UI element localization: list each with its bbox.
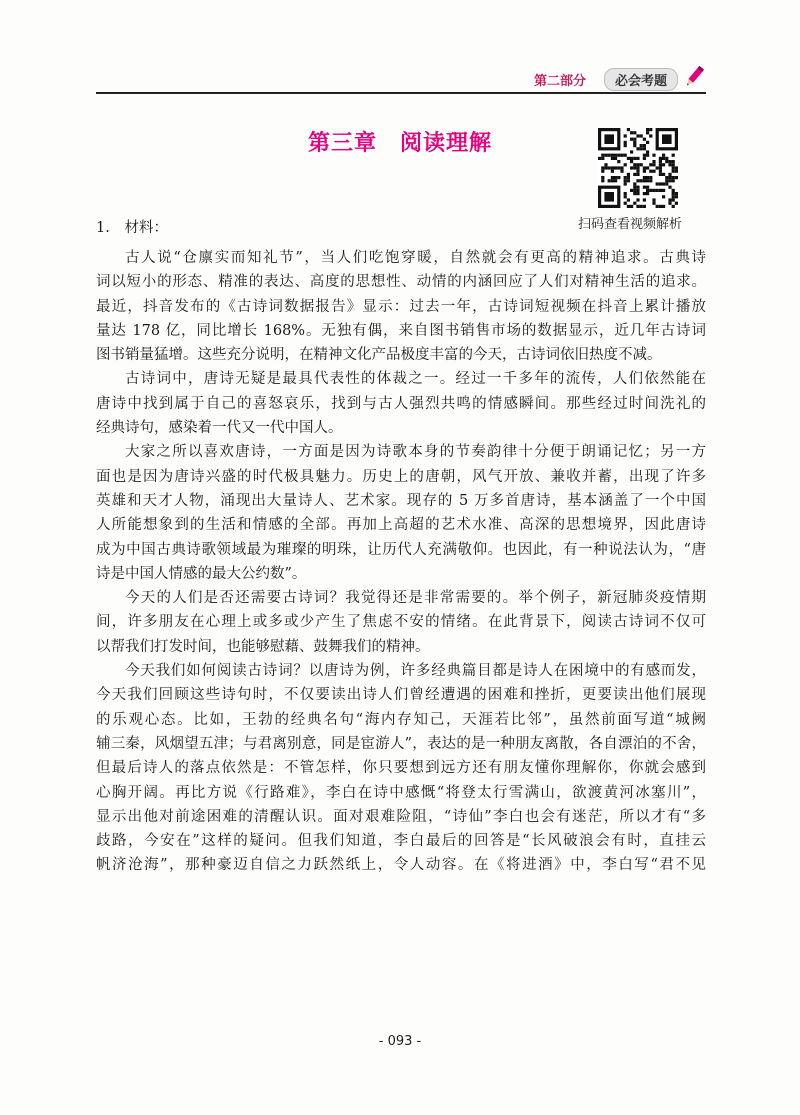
text-line: 的乐观心态。比如，王勃的经典名句“海内存知己，天涯若比邻”，虽然前面写道“城阙 xyxy=(96,711,706,728)
text-line: 成为中国古典诗歌领域最为璀璨的明珠，让历代人充满敬仰。也因此，有一种说法认为，“唐 xyxy=(96,541,706,558)
text-line: 古人说“仓廪实而知礼节”，当人们吃饱穿暖，自然就会有更高的精神追求。古典诗 xyxy=(125,250,706,266)
pencil-icon xyxy=(682,64,706,90)
article-body xyxy=(96,246,706,878)
text-line: 歧路，今安在”这样的疑问。但我们知道，李白最后的回答是“长风破浪会有时，直挂云 xyxy=(96,833,706,850)
text-line: 今天我们回顾这些诗句时，不仅要读出诗人们曾经遭遇的困难和挫折，更要读出他们展现 xyxy=(96,687,706,704)
text-line: 经典诗句，感染着一代又一代中国人。 xyxy=(96,420,343,437)
qr-caption: 扫码查看视频解析 xyxy=(578,217,683,232)
question-label: 材料： xyxy=(124,220,168,236)
text-line: 大家之所以喜欢唐诗，一方面是因为诗歌本身的节奏韵律十分便于朗诵记忆；另一方 xyxy=(125,444,706,461)
paragraph xyxy=(96,586,706,659)
text-line: 诗是中国人情感的最大公约数”。 xyxy=(96,565,307,582)
paragraph xyxy=(96,367,706,440)
qr-code xyxy=(598,128,678,208)
paragraph xyxy=(96,246,706,367)
text-line: 人所能想象到的生活和情感的全部。再加上高超的艺术水准、高深的思想境界，因此唐诗 xyxy=(96,517,706,534)
text-line: 古诗词中，唐诗无疑是最具代表性的体裁之一。经过一千多年的流传，人们依然能在 xyxy=(125,371,706,388)
text-line: 今天的人们是否还需要古诗词？我觉得还是非常需要的。举个例子，新冠肺炎疫情期 xyxy=(125,590,706,607)
paragraph xyxy=(96,659,706,878)
text-line: 心胸开阔。再比方说《行路难》，李白在诗中感慨“将登太行雪满山，欲渡黄河冰塞川”， xyxy=(96,784,706,801)
text-line: 间，许多朋友在心理上或多或少产生了焦虑不安的情绪。在此背景下，阅读古诗词不仅可 xyxy=(96,614,706,631)
header-rule xyxy=(96,92,706,94)
header-part-label: 第二部分 xyxy=(533,74,586,89)
page-header xyxy=(96,64,706,94)
text-line: 面也是因为唐诗兴盛的时代极具魅力。历史上的唐朝，风气开放、兼收并蓄，出现了许多 xyxy=(96,468,706,485)
text-line: 词以短小的形态、精准的表达、高度的思想性、动情的内涵回应了人们对精神生活的追求。 xyxy=(96,274,706,291)
text-line: 今天我们如何阅读古诗词？以唐诗为例，许多经典篇目都是诗人在困境中的有感而发， xyxy=(125,663,706,680)
text-line: 显示出他对前途困难的清醒认识。面对艰难险阻，“诗仙”李白也会有迷茫，所以才有“多 xyxy=(96,808,706,825)
text-line: 但最后诗人的落点依然是：不管怎样，你只要想到远方还有朋友懂你理解你，你就会感到 xyxy=(96,760,706,777)
text-line: 辅三秦，风烟望五津；与君离别意，同是宦游人”，表达的是一种朋友离散，各自漂泊的不舍， xyxy=(96,735,706,752)
text-line: 唐诗中找到属于自己的喜怒哀乐，找到与古人强烈共鸣的情感瞬间。那些经过时间洗礼的 xyxy=(96,395,706,412)
header-section-tag: 必会考题 xyxy=(604,68,678,91)
chapter-title: 第三章 阅读理解 xyxy=(307,131,492,156)
text-line: 以帮我们打发时间，也能够慰藉、鼓舞我们的精神。 xyxy=(96,638,430,655)
text-line: 量达 178 亿，同比增长 168%。无独有偶，来自图书销售市场的数据显示，近几年古诗词 xyxy=(96,322,706,339)
question-heading xyxy=(96,216,168,237)
text-line: 帆济沧海”，那种豪迈自信之力跃然纸上，令人动容。在《将进酒》中，李白写“君不见 xyxy=(96,857,706,874)
paragraph xyxy=(96,440,706,586)
question-number: 1. xyxy=(96,220,110,236)
page-number: - 093 - xyxy=(378,1034,422,1049)
text-line: 最近，抖音发布的《古诗词数据报告》显示：过去一年，古诗词短视频在抖音上累计播放 xyxy=(96,298,706,315)
text-line: 图书销量猛增。这些充分说明，在精神文化产品极度丰富的今天，古诗词依旧热度不减。 xyxy=(96,347,662,364)
text-line: 英雄和天才人物，涌现出大量诗人、艺术家。现存的 5 万多首唐诗，基本涵盖了一个中国 xyxy=(96,492,706,509)
